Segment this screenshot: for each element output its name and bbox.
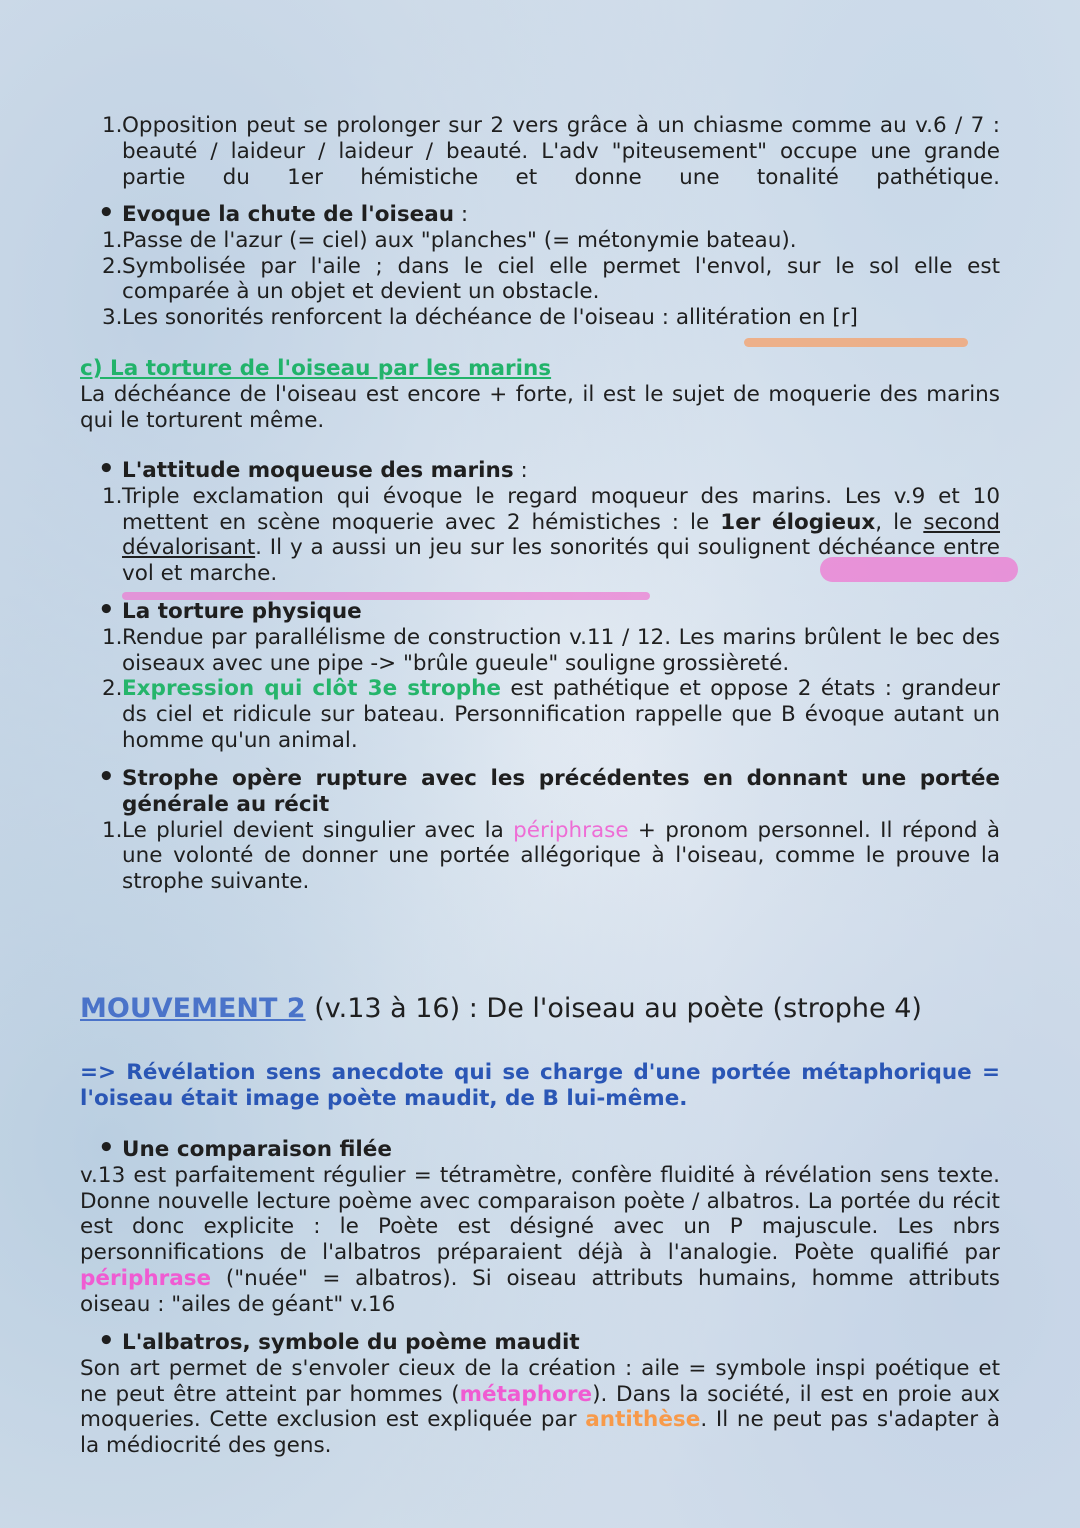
section-c-title: c) La torture de l'oiseau par les marins (80, 356, 552, 381)
symbole-section (80, 1330, 1000, 1459)
highlight-expression: Expression qui clôt 3e strophe (122, 676, 501, 702)
list-item: 1. Triple exclamation qui évoque le regard moqueur des marins. Les v.9 et 10 mettent en scène moquerie avec 2 hémistiches : le 1er élogieux, le second dévalorisant. Il y a aussi un jeu sur les sonorités qui soulignent déchéance entre vol et marche. (102, 483, 1001, 587)
intro-list (80, 113, 1000, 190)
attitude-section (80, 458, 1000, 587)
mouvement-2-title: MOUVEMENT 2 (v.13 à 16) : De l'oiseau au poète (strophe 4) (80, 993, 922, 1024)
section-c (80, 356, 1000, 433)
rupture-heading: • Strophe opère rupture avec les précédentes en donnant une portée générale au récit (80, 766, 1000, 818)
list-item: 1. Rendue par parallélisme de construction v.11 / 12. Les marins brûlent le bec des oiseaux avec une pipe -> "brûle gueule" souligne grossièreté. (102, 624, 1000, 676)
list-item: 1. Passe de l'azur (= ciel) aux "planches" (= métonymie bateau). (102, 227, 797, 253)
highlight-antithese: antithèse (585, 1407, 701, 1433)
list-item: 1. Le pluriel devient singulier avec la périphrase + pronom personnel. Il répond à une volonté de donner une portée allégorique à l'oiseau, comme le prouve la strophe suivante. (102, 817, 1001, 895)
mouvement-2-label: MOUVEMENT 2 (80, 993, 306, 1024)
comparaison-text: v.13 est parfaitement régulier = tétramètre, confère fluidité à révélation sens texte. Donne nouvelle lecture poème avec comparaison poète / albatros. La portée du récit est donc explicite : le Poète est désigné avec un P majuscule. Les nbrs personnifications de l'albatros préparaient déjà à l'analogie. Poète qualifié par périphrase ("nuée" = albatros). Si oiseau attributs humains, homme attributs oiseau : "ailes de géant" v.16 (80, 1162, 1000, 1317)
comparaison-section (80, 1137, 1000, 1318)
chute-section (80, 202, 1000, 331)
torture-section (80, 599, 1000, 754)
rupture-section (80, 766, 1000, 895)
attitude-heading: • L'attitude moqueuse des marins : (80, 458, 1000, 484)
list-item: 1. Opposition peut se prolonger sur 2 vers grâce à un chiasme comme au v.6 / 7 : beauté / laideur / laideur / beauté. L'adv "piteusement" occupe une grande partie du 1er hémistiche et donne une tonalité pathétique. (102, 113, 1000, 190)
highlight-periphrase-2: périphrase (80, 1265, 212, 1291)
highlight-periphrase: périphrase (513, 817, 629, 843)
orange-highlighter-stroke (744, 338, 968, 347)
torture-heading: • La torture physique (80, 599, 1000, 625)
revelation-text: => Révélation sens anecdote qui se charge d'une portée métaphorique = l'oiseau était image poète maudit, de B lui-même. (80, 1060, 1000, 1111)
list-item: 2. Symbolisée par l'aile ; dans le ciel elle permet l'envol, sur le sol elle est comparée à un objet et devient un obstacle. (102, 253, 1000, 305)
symbole-heading: • L'albatros, symbole du poème maudit (80, 1330, 1000, 1356)
symbole-text: Son art permet de s'envoler cieux de la création : aile = symbole inspi poétique et ne peut être atteint par hommes (métaphore). Dans la société, il est en proie aux moqueries. Cette exclusion est expliquée par antithèse. Il ne peut pas s'adapter à la médiocrité des gens. (80, 1355, 1001, 1459)
list-item: 2. Expression qui clôt 3e strophe est pathétique et oppose 2 états : grandeur ds ciel et ridicule sur bateau. Personnification rappelle que B évoque autant un homme qu'un animal. (102, 676, 1001, 753)
chute-heading: • Evoque la chute de l'oiseau : (80, 202, 1000, 228)
section-c-intro: La déchéance de l'oiseau est encore + forte, il est le sujet de moquerie des marins qui le torturent même. (80, 381, 1000, 433)
comparaison-heading: • Une comparaison filée (80, 1137, 1000, 1163)
intro-item-text: Opposition peut se prolonger sur 2 vers grâce à un chiasme comme au v.6 / 7 : beauté / laideur / laideur / beauté. L'adv "piteusement" occupe une grande partie du 1er hémistiche et donne une tonalité pathétique. (122, 113, 1000, 190)
list-item: 3. Les sonorités renforcent la déchéance de l'oiseau : allitération en [r] (102, 305, 858, 331)
highlight-metaphore: métaphore (459, 1381, 593, 1407)
